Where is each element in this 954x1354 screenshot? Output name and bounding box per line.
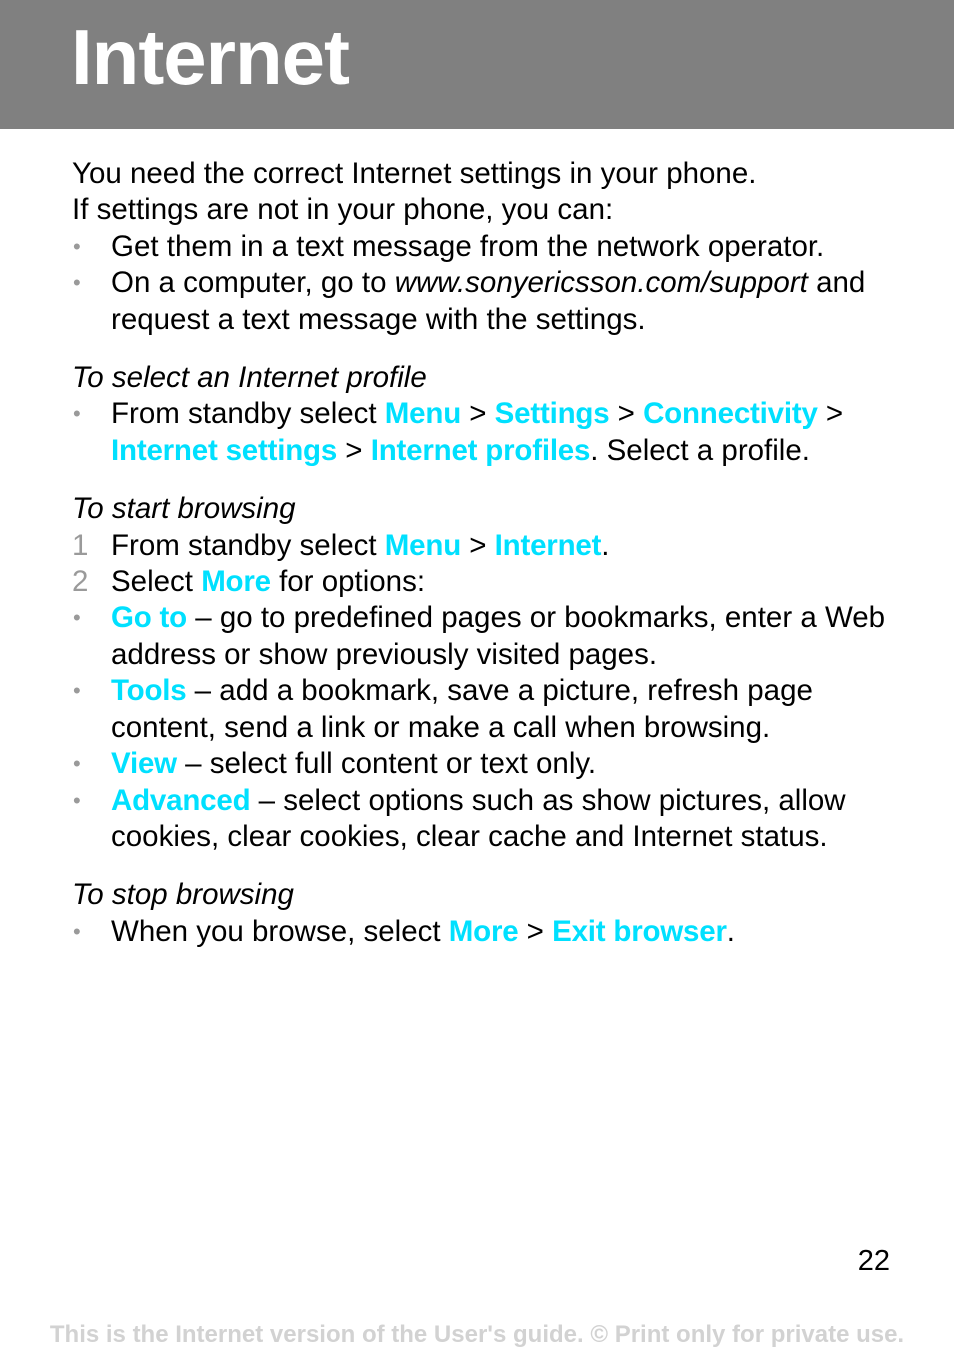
list-item [72, 265, 902, 338]
list-item [72, 600, 902, 673]
step-text-suffix: . [726, 914, 735, 948]
page-title: Internet [71, 13, 350, 101]
intro-bullet-list [72, 229, 902, 338]
heading-select-profile: To select an Internet profile [72, 361, 427, 395]
step-number: 1 [72, 528, 89, 562]
internet-term: Internet [494, 528, 602, 562]
option-desc: – select full content or text only. [176, 747, 597, 781]
bullet-text: Get them in a text message from the network operator. [111, 229, 825, 263]
browse-steps [72, 528, 902, 601]
header-band [0, 0, 954, 129]
path-separator: > [609, 397, 644, 431]
browse-options [72, 600, 902, 855]
path-separator: > [337, 433, 371, 467]
bullet-icon: • [73, 678, 81, 704]
option-term: Go to [111, 601, 188, 635]
intro-line-1: You need the correct Internet settings in your phone. [72, 157, 757, 190]
main-content [72, 156, 902, 950]
path-separator: > [817, 397, 844, 431]
option-desc: – add a bookmark, save a picture, refresh page content, send a link or make a call when browsing. [111, 674, 813, 744]
page-number: 22 [857, 1245, 890, 1277]
bullet-icon: • [73, 401, 81, 427]
list-item [72, 746, 902, 782]
list-item [72, 564, 902, 600]
option-desc: – select options such as show pictures, allow cookies, clear cookies, clear cache and Internet status. [111, 783, 846, 853]
internet-settings-term: Internet settings [111, 433, 338, 467]
list-item [72, 396, 902, 469]
bullet-icon: • [73, 270, 81, 296]
list-item [72, 528, 902, 564]
footer-note: This is the Internet version of the User's guide. © Print only for private use. [49, 1321, 905, 1348]
option-term: Tools [111, 674, 187, 708]
bullet-icon: • [73, 233, 81, 259]
path-separator: > [461, 528, 495, 562]
heading-stop-browsing: To stop browsing [72, 878, 294, 912]
bullet-icon: • [73, 918, 81, 944]
list-item [72, 229, 902, 265]
support-url: www.sonyericsson.com/support [394, 266, 808, 300]
step-text: When you browse, select [111, 914, 449, 948]
intro-line-2: If settings are not in your phone, you can: [72, 193, 614, 227]
bullet-text-after: and request a text message with the settings. [111, 266, 866, 336]
more-term: More [201, 565, 271, 599]
settings-term: Settings [494, 397, 610, 431]
connectivity-term: Connectivity [643, 397, 818, 431]
internet-profiles-term: Internet profiles [370, 433, 591, 467]
step-text-suffix: . Select a profile. [590, 433, 810, 467]
list-item [72, 783, 902, 856]
step-text-suffix: . [601, 528, 610, 562]
step-text: From standby select [111, 397, 385, 431]
stop-steps [72, 914, 902, 950]
path-separator: > [518, 914, 553, 948]
menu-term: Menu [384, 528, 462, 562]
bullet-text-before: On a computer, go to [111, 266, 395, 300]
list-item [72, 914, 902, 950]
exit-browser-term: Exit browser [552, 914, 727, 948]
path-separator: > [461, 397, 495, 431]
step-text-suffix: for options: [270, 565, 426, 599]
profile-steps [72, 396, 902, 469]
option-desc: – go to predefined pages or bookmarks, enter a Web address or show previously visited pages. [111, 601, 886, 671]
step-text: Select [111, 565, 202, 599]
bullet-icon: • [73, 787, 81, 813]
step-number: 2 [72, 565, 89, 599]
bullet-icon: • [73, 751, 81, 777]
bullet-icon: • [73, 605, 81, 631]
step-text: From standby select [111, 528, 385, 562]
option-term: View [111, 747, 177, 781]
heading-start-browsing: To start browsing [72, 492, 296, 526]
more-term: More [448, 914, 519, 948]
menu-term: Menu [384, 397, 462, 431]
list-item [72, 673, 902, 746]
option-term: Advanced [111, 783, 251, 817]
